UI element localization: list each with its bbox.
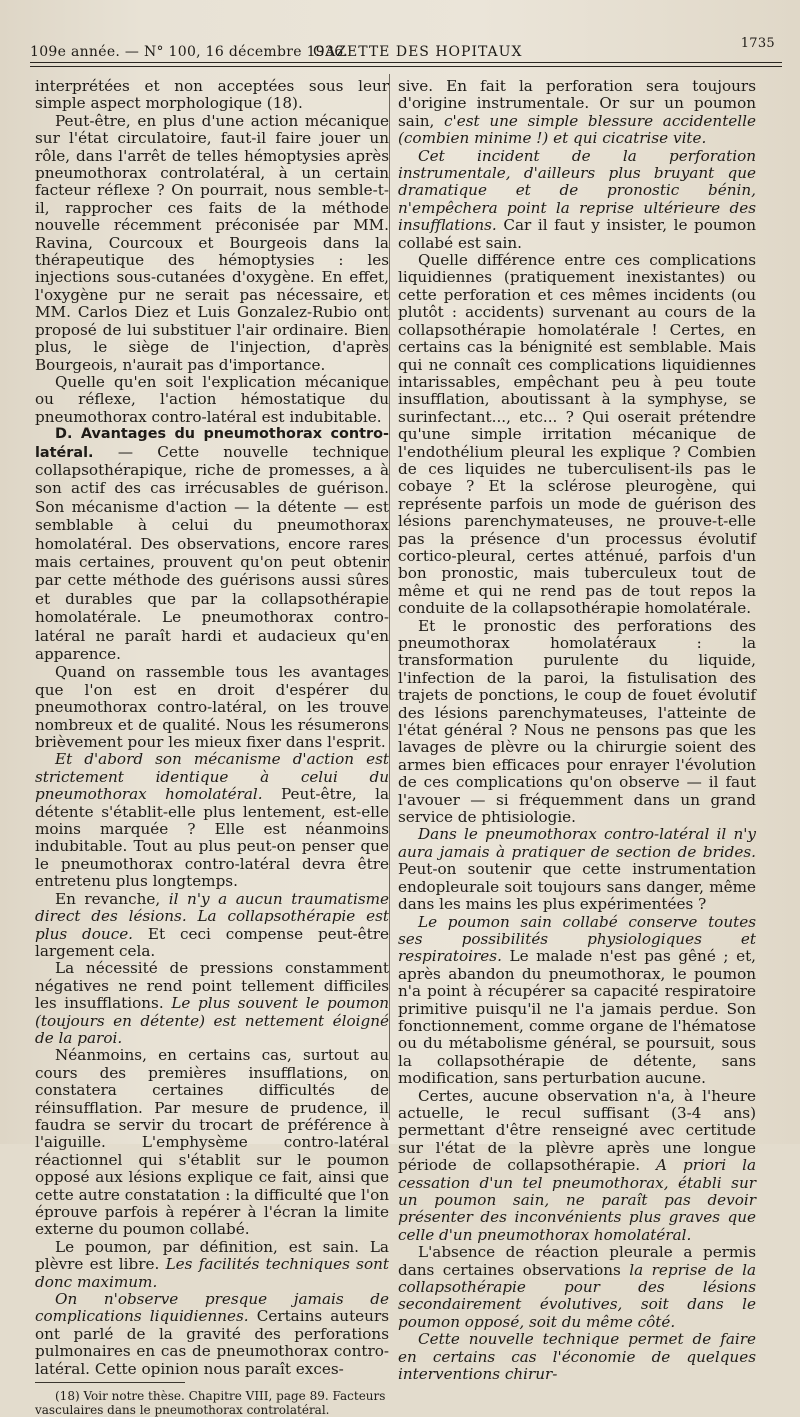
emphasis: Le poumon sain collabé conserve toutes ses possibilités physiologiques et respiratoires. [398, 912, 756, 966]
paragraph [398, 1331, 756, 1383]
emphasis: Le plus souvent le poumon (toujours en détente) est nettement éloigné de la paroi. [35, 994, 390, 1047]
header-rule [30, 62, 782, 63]
emphasis: Les facilités techniques sont donc maximum. [35, 1255, 390, 1291]
footnote-rule [35, 1382, 185, 1383]
paragraph [398, 1244, 756, 1331]
emphasis: Et d'abord son mécanisme d'action est strictement identique à celui du pneumothorax homolatéral. [35, 750, 389, 804]
emphasis: Cette nouvelle technique permet de faire en certains cas l'économie de quelques interventions chirur- [398, 1330, 756, 1384]
emphasis: il n'y a aucun traumatisme direct des lésions. La collapsothérapie est plus douce. [35, 889, 390, 943]
paragraph: interprétées et non acceptées sous leur simple aspect morphologique (18). [35, 77, 389, 113]
paragraph-text: Peut-être, la détente s'établit-elle plus lentement, est-elle moins marquée ? Elle est néanmoins indubitable. Tout au plus peut-on penser que le pneumothorax contro-latéral devra être entretenu plus longtemps. [35, 785, 389, 891]
emphasis: On n'observe presque jamais de complications liquidiennes. [35, 1290, 389, 1326]
paragraph: Quand on rassemble tous les avantages que l'on est en droit d'espérer du pneumothorax contro-latéral, on les trouve nombreux et de qualité. Nous les résumerons brièvement pour les mieux fixer dans l'esprit. [35, 663, 389, 752]
paragraph [398, 78, 756, 148]
header-rule-double [30, 66, 782, 67]
paragraph-text: Peut-on soutenir que cette instrumentation endopleurale soit toujours sans danger, même dans les mains les plus expérimentées ? [398, 860, 756, 914]
footnote: (18) Voir notre thèse. Chapitre VIII, page 89. Facteurs vasculaires dans le pneumothorax controlatéral. [35, 1389, 386, 1417]
paragraph-text: Le poumon, par définition, est sain. La plèvre est libre. [35, 1237, 389, 1274]
journal-title: GAZETTE DES HOPITAUX [313, 44, 523, 60]
paragraph-text: L'absence de réaction pleurale a permis dans certaines observations [398, 1243, 756, 1279]
paragraph [35, 1291, 389, 1378]
running-head [30, 36, 775, 60]
paragraph [35, 960, 389, 1047]
emphasis: Cet incident de la perforation instrumentale, d'ailleurs plus bruyant que dramatique et de pronostic bénin, n'empêchera point la reprise ultérieure des insufflations. [398, 146, 756, 235]
emphasis: c'est une simple blessure accidentelle (combien minime !) et qui cicatrise vite. [398, 111, 757, 148]
paragraph-text: En revanche, [55, 889, 161, 908]
paragraph-text: Certes, aucune observation n'a, à l'heure actuelle, le recul suffisant (3-4 ans) permettant d'être renseigné avec certitude sur l'état de la plèvre après une longue période de collapsothérapie. [398, 1086, 756, 1175]
column-divider [389, 74, 390, 1120]
paragraph-text: Le malade n'est pas gêné ; et, après abandon du pneumothorax, le poumon n'a point à récupérer sa capacité respiratoire primitive puisqu'il ne l'a jamais perdue. Son fonctionnement, comme organe de l'hématose ou du métabolisme général, se poursuit, sous la collapsothérapie de détente, sans modification, sans perturbation aucune. [398, 947, 757, 1088]
section-text: — Cette nouvelle technique collapsothérapique, riche de promesses, a à son actif des cas irrécusables de guérison. Son mécanisme d'action — la détente — est semblable à celui du pneumothorax homolatéral. Des observations, encore rares mais certaines, prouvent qu'on peut obtenir par cette méthode des guérisons aussi sûres et durables que par la collapsothérapie homolatérale. Le pneumothorax contro-latéral ne paraît hardi et audacieux qu'en apparence. [35, 442, 389, 663]
paragraph-text: Car il faut y insister, le poumon collabé est sain. [398, 216, 756, 252]
paragraph [398, 148, 756, 252]
section-heading [35, 426, 389, 664]
paragraph [35, 1239, 389, 1291]
right-column [398, 78, 756, 1383]
paragraph: Et le pronostic des perforations des pneumothorax homolatéraux : la transformation purulente du liquide, l'infection de la paroi, la fistulisation des trajets de ponctions, le coup de fouet évolutif des lésions parenchymateuses, l'atteinte de l'état général ? Nous ne pensons pas que les lavages de plèvre ou la chirurgie soient des armes bien efficaces pour enrayer l'évolution de ces complications qu'on observe — il faut l'avouer — si fréquemment dans un grand service de phtisiologie. [398, 616, 756, 827]
paragraph [398, 1088, 756, 1245]
paragraph [35, 891, 389, 961]
section-title: D. Avantages du pneumothorax contro-latéral. [35, 426, 389, 461]
paragraph-text: Et ceci compense peut-être largement cela. [35, 924, 390, 960]
paragraph-text: Certains auteurs ont parlé de la gravité des perforations pulmonaires en cas de pneumothorax contro-latéral. Cette opinion nous paraît exces- [35, 1307, 389, 1378]
paragraph: Quelle qu'en soit l'explication mécanique ou réflexe, l'action hémostatique du pneumothorax contro-latéral est indubitable. [35, 372, 389, 426]
issue-line: 109e année. — N° 100, 16 décembre 1936. [30, 44, 349, 60]
paragraph: Néanmoins, en certains cas, surtout au cours des premières insufflations, on constatera certaines difficultés de réinsufflation. Par mesure de prudence, il faudra se servir du trocart de préférence à l'aiguille. L'emphysème contro-latéral réactionnel qui s'établit sur le poumon opposé aux lésions explique ce fait, ainsi que cette autre constatation : la difficulté que l'on éprouve parfois à repérer à l'écran la limite externe du poumon collabé. [35, 1046, 389, 1239]
paragraph [35, 751, 389, 890]
paragraph [398, 826, 756, 913]
left-column [35, 78, 389, 1417]
emphasis: Dans le pneumothorax contro-latéral il n'y aura jamais à pratiquer de section de brides. [398, 825, 756, 861]
emphasis: la reprise de la collapsothérapie pour des lésions secondairement évolutives, soit dans le poumon opposé, soit du même côté. [398, 1260, 757, 1331]
paragraph-text: La nécessité de pressions constamment négatives ne rend point tellement difficiles les insufflations. [35, 959, 389, 1013]
paragraph: Peut-être, en plus d'une action mécanique sur l'état circulatoire, faut-il faire jouer un rôle, dans l'arrêt de telles hémoptysies après pneumothorax controlatéral, à un certain facteur réflexe ? On pourrait, nous semble-t-il, rapprocher ces faits de la méthode nouvelle récemment préconisée par MM. Ravina, Courcoux et Bourgeois dans la thérapeutique des hémoptysies : les injections sous-cutanées d'oxygène. En effet, l'oxygène pur ne serait pas nécessaire, et MM. Carlos Diez et Luis Gonzalez-Rubio ont proposé de lui substituer l'air ordinaire. Bien plus, le siège de l'injection, d'après Bourgeois, n'aurait pas d'importance. [35, 111, 389, 374]
paragraph [398, 914, 756, 1088]
paragraph: Quelle différence entre ces complications liquidiennes (pratiquement inexistantes) ou cette perforation et ces mêmes incidents (ou plutôt : accidents) survenant au cours de la collapsothérapie homolatérale ! Certes, en certains cas la bénignité est semblable. Mais qui ne connaît ces complications liquidiennes intarissables, empêchant peu à peu toute insufflation, aboutissant à la symphyse, se surinfectant..., etc... ? Qui oserait prétendre qu'une simple irritation mécanique de l'endothélium pleural les explique ? Combien de ces liquides ne tuberculisent-ils pas le cobaye ? Et la sclérose pleurogène, qui représente parfois un mode de guérison des lésions parenchymateuses, ne prouve-t-elle pas la présence d'un processus évolutif cortico-pleural, certes atténué, parfois d'un bon pronostic, mais tuberculeux tout de même et qui ne rend pas de tout repos la conduite de la collapsothérapie homolatérale. [398, 251, 756, 618]
emphasis: A priori la cessation d'un tel pneumothorax, établi sur un poumon sain, ne paraît pas devoir présenter des inconvénients plus graves que celle d'un pneumothorax homolatéral. [398, 1156, 757, 1244]
paragraph-text: sive. En fait la perforation sera toujours d'origine instrumentale. Or sur un poumon sain, [398, 77, 756, 130]
page-number: 1735 [740, 36, 775, 51]
